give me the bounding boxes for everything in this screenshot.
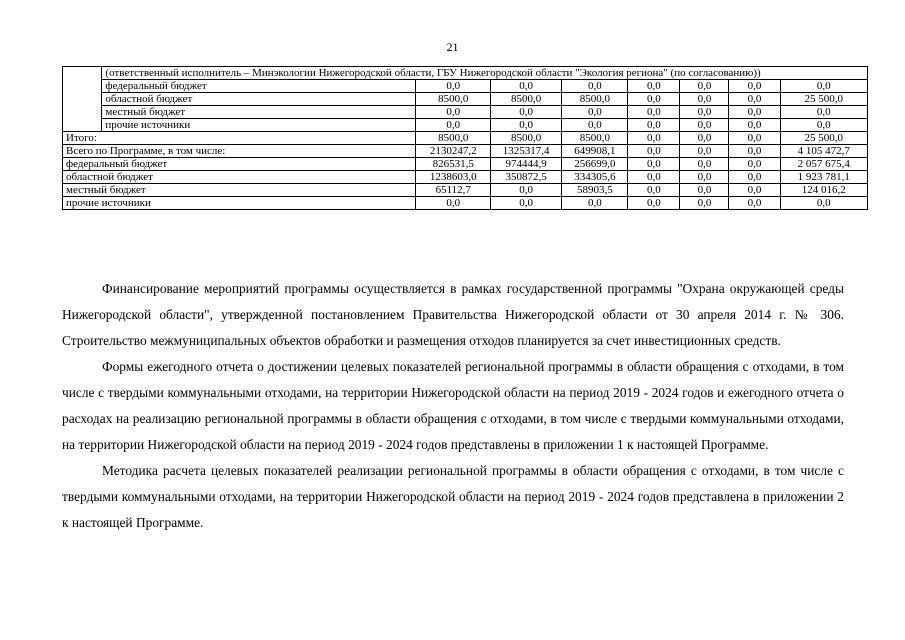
cell-value: 0,0 (729, 145, 780, 158)
row-label: местный бюджет (102, 106, 416, 119)
cell-value: 0,0 (729, 106, 780, 119)
cell-value: 2130247,2 (416, 145, 491, 158)
row-label: местный бюджет (63, 184, 416, 197)
cell-value: 0,0 (562, 197, 628, 210)
cell-value: 0,0 (680, 158, 729, 171)
cell-value: 0,0 (780, 119, 867, 132)
cell-value: 0,0 (780, 80, 867, 93)
cell-value: 4 105 472,7 (780, 145, 867, 158)
cell-value: 0,0 (680, 106, 729, 119)
table-row (63, 67, 868, 80)
cell-value: 0,0 (491, 184, 562, 197)
cell-value: 2 057 675,4 (780, 158, 867, 171)
cell-value: 0,0 (628, 106, 680, 119)
row-label: прочие источники (102, 119, 416, 132)
cell-value: 0,0 (628, 171, 680, 184)
cell-value: 0,0 (416, 80, 491, 93)
table-row (63, 80, 868, 93)
cell-value: 0,0 (491, 80, 562, 93)
cell-value: 0,0 (729, 132, 780, 145)
cell-value: 0,0 (628, 184, 680, 197)
cell-value: 0,0 (562, 106, 628, 119)
cell-value: 974444,9 (491, 158, 562, 171)
cell-value: 0,0 (491, 106, 562, 119)
cell-value: 8500,0 (491, 93, 562, 106)
budget-table (62, 66, 868, 210)
paragraph-methodology: Методика расчета целевых показателей реализации региональной программы в области обращения с отходами, в том числе с твердыми коммунальными отходами, на территории Нижегородской области на период 2019 - 2024 годов представлена в приложении 2 к настоящей Программе. (62, 463, 844, 530)
cell-value: 8500,0 (562, 93, 628, 106)
cell-value: 25 500,0 (780, 132, 867, 145)
cell-value: 8500,0 (562, 132, 628, 145)
table-row (63, 197, 868, 210)
row-label: областной бюджет (102, 93, 416, 106)
table-row (63, 93, 868, 106)
table-row (63, 132, 868, 145)
cell-value: 1325317,4 (491, 145, 562, 158)
cell-value: 0,0 (680, 197, 729, 210)
cell-value: 1238603,0 (416, 171, 491, 184)
cell-value: 256699,0 (562, 158, 628, 171)
cell-value: 1 923 781,1 (780, 171, 867, 184)
cell-value: 0,0 (680, 119, 729, 132)
cell-value: 0,0 (628, 132, 680, 145)
cell-value: 0,0 (491, 197, 562, 210)
cell-value: 350872,5 (491, 171, 562, 184)
cell-value: 0,0 (780, 106, 867, 119)
cell-value: 0,0 (680, 132, 729, 145)
body-text (62, 276, 844, 536)
cell-value: 58903,5 (562, 184, 628, 197)
cell-value: 0,0 (628, 93, 680, 106)
cell-value: 8500,0 (416, 93, 491, 106)
cell-value: 8500,0 (416, 132, 491, 145)
cell-value: 0,0 (628, 197, 680, 210)
cell-value: 8500,0 (491, 132, 562, 145)
blank-cell (63, 67, 102, 132)
table-row (63, 145, 868, 158)
cell-value: 0,0 (628, 158, 680, 171)
row-label: федеральный бюджет (102, 80, 416, 93)
cell-value: 0,0 (729, 119, 780, 132)
cell-value: 0,0 (729, 158, 780, 171)
cell-value: 0,0 (628, 80, 680, 93)
cell-value: 124 016,2 (780, 184, 867, 197)
row-label: Всего по Программе, в том числе: (63, 145, 416, 158)
cell-value: 0,0 (729, 80, 780, 93)
cell-value: 0,0 (628, 119, 680, 132)
cell-value: 0,0 (729, 197, 780, 210)
cell-value: 0,0 (491, 119, 562, 132)
cell-value: 334305,6 (562, 171, 628, 184)
table-row (63, 106, 868, 119)
cell-value: 0,0 (562, 119, 628, 132)
responsible-note: (ответственный исполнитель – Минэкологии Нижегородской области, ГБУ Нижегородской области "Экология региона" (по согласованию)) (102, 67, 868, 80)
row-label: федеральный бюджет (63, 158, 416, 171)
cell-value: 0,0 (780, 197, 867, 210)
cell-value: 0,0 (562, 80, 628, 93)
cell-value: 25 500,0 (780, 93, 867, 106)
cell-value: 826531,5 (416, 158, 491, 171)
cell-value: 0,0 (680, 80, 729, 93)
cell-value: 0,0 (628, 145, 680, 158)
cell-value: 0,0 (680, 171, 729, 184)
table-row (63, 171, 868, 184)
cell-value: 65112,7 (416, 184, 491, 197)
cell-value: 0,0 (680, 184, 729, 197)
page-number: 21 (446, 40, 459, 54)
row-label: областной бюджет (63, 171, 416, 184)
cell-value: 649908,1 (562, 145, 628, 158)
table-row (63, 184, 868, 197)
row-label: Итого: (63, 132, 416, 145)
cell-value: 0,0 (680, 93, 729, 106)
cell-value: 0,0 (729, 93, 780, 106)
row-label: прочие источники (63, 197, 416, 210)
cell-value: 0,0 (416, 119, 491, 132)
table-row (63, 158, 868, 171)
table-row (63, 119, 868, 132)
cell-value: 0,0 (416, 197, 491, 210)
paragraph-report-forms: Формы ежегодного отчета о достижении целевых показателей региональной программы в области обращения с отходами, в том числе с твердыми коммунальными отходами, на территории Нижегородской области на период 2019 - 2024 годов и ежегодного отчета о расходах на реализацию региональной программы в области обращения с отходами, в том числе с твердыми коммунальными отходами, на территории Нижегородской области на период 2019 - 2024 годов представлены в приложении 1 к настоящей Программе. (62, 359, 844, 452)
cell-value: 0,0 (680, 145, 729, 158)
paragraph-financing: Финансирование мероприятий программы осуществляется в рамках государственной программы "Охрана окружающей среды Нижегородской области", утвержденной постановлением Правительства Нижегородской области от 30 апреля 2014 г. № 306. Строительство межмуниципальных объектов обработки и размещения отходов планируется за счет инвестиционных средств. (62, 281, 844, 348)
cell-value: 0,0 (729, 171, 780, 184)
cell-value: 0,0 (729, 184, 780, 197)
cell-value: 0,0 (416, 106, 491, 119)
